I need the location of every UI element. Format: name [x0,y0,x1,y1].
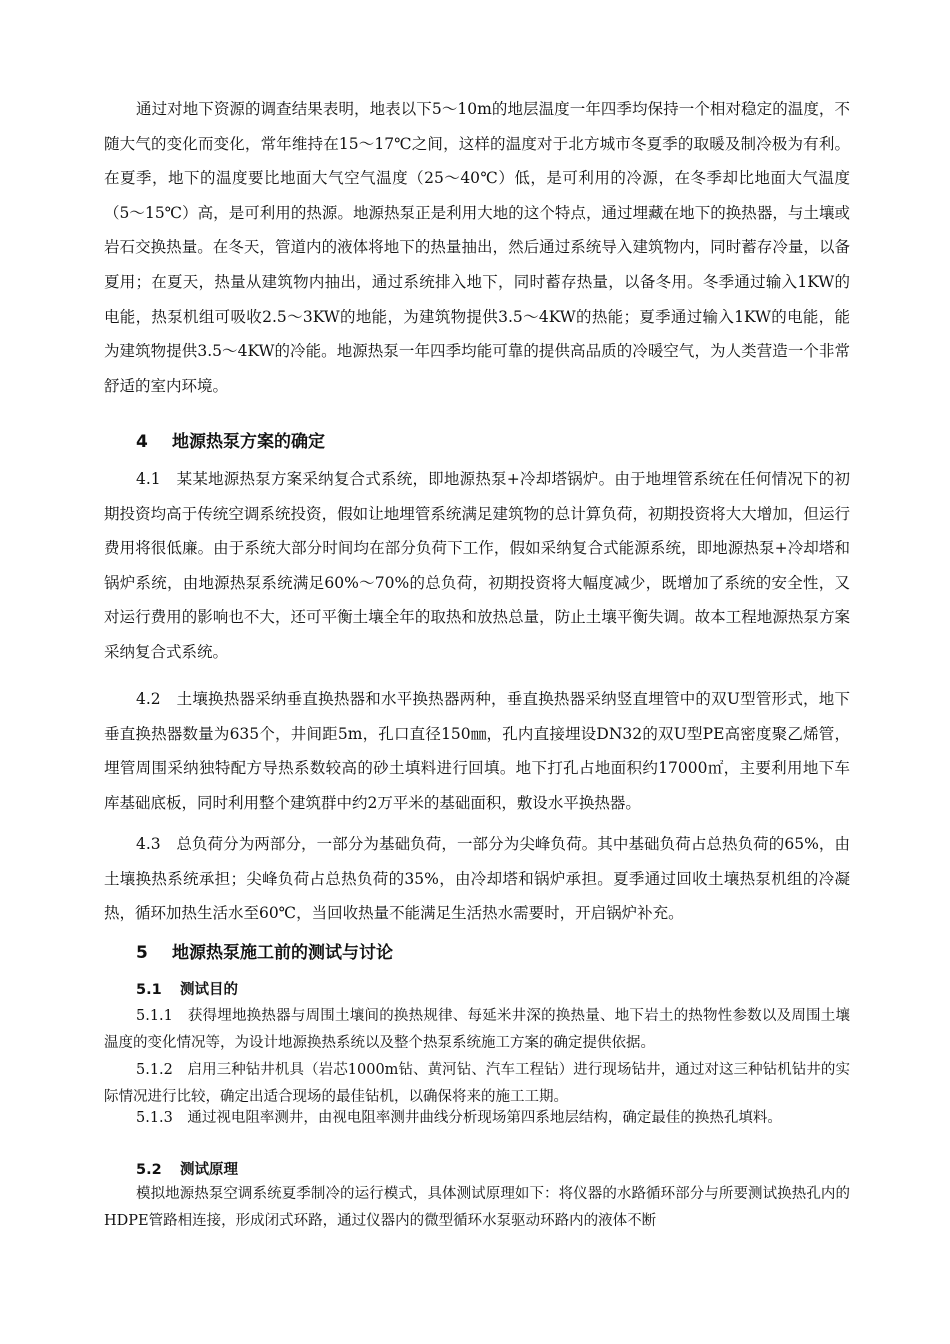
section-heading-4 [136,427,325,452]
section-number: 4 [136,432,148,452]
paragraph-5-1-3: 5.1.3 通过视电阻率测井，由视电阻率测井曲线分析现场第四系地层结构，确定最佳的换热孔填料。 [136,1110,782,1126]
subsection-heading-5-2 [136,1158,238,1179]
subsection-number: 5.1 [136,982,162,998]
paragraph-geothermal-intro: 通过对地下资源的调查结果表明，地表以下5～10m的地层温度一年四季均保持一个相对稳定的温度，不随大气的变化而变化，常年维持在15～17℃之间，这样的温度对于北方城市冬夏季的取暖及制冷极为有利。在夏季，地下的温度要比地面大气空气温度（25～40℃）低，是可利用的冷源，在冬季却比地面大气温度（5～15℃）高，是可利用的热源。地源热泵正是利用大地的这个特点，通过埋藏在地下的换热器，与土壤或岩石交换热量。在冬天，管道内的液体将地下的热量抽出，然后通过系统导入建筑物内，同时蓄存冷量，以备夏用；在夏天，热量从建筑物内抽出，通过系统排入地下，同时蓄存热量，以备冬用。冬季通过输入1KW的电能，热泵机组可吸收2.5～3KW的地能，为建筑物提供3.5～4KW的热能；夏季通过输入1KW的电能，能为建筑物提供3.5～4KW的冷能。地源热泵一年四季均能可靠的提供高品质的冷暖空气，为人类营造一个非常舒适的室内环境。 [104,100,850,395]
section-title: 地源热泵方案的确定 [172,432,325,452]
subsection-number: 5.2 [136,1162,162,1178]
subsection-title: 测试目的 [180,982,238,998]
paragraph-5-2: 模拟地源热泵空调系统夏季制冷的运行模式，具体测试原理如下：将仪器的水路循环部分与所要测试换热孔内的HDPE管路相连接，形成闭式环路，通过仪器内的微型循环水泵驱动环路内的液体不断 [104,1186,850,1229]
subsection-title: 测试原理 [180,1162,238,1178]
paragraph-5-1-1: 5.1.1 获得埋地换热器与周围土壤间的换热规律、每延米井深的换热量、地下岩土的热物性参数以及周围土壤温度的变化情况等，为设计地源换热系统以及整个热泵系统施工方案的确定提供依据。 [104,1008,850,1051]
paragraph-4-1: 4.1 某某地源热泵方案采纳复合式系统，即地源热泵+冷却塔锅炉。由于地埋管系统在任何情况下的初期投资均高于传统空调系统投资，假如让地埋管系统满足建筑物的总计算负荷，初期投资将大大增加，但运行费用将很低廉。由于系统大部分时间均在部分负荷下工作，假如采纳复合式能源系统，即地源热泵+冷却塔和锅炉系统，由地源热泵系统满足60%～70%的总负荷，初期投资将大幅度减少，既增加了系统的安全性，又对运行费用的影响也不大，还可平衡土壤全年的取热和放热总量，防止土壤平衡失调。故本工程地源热泵方案采纳复合式系统。 [104,470,850,661]
paragraph-4-3: 4.3 总负荷分为两部分，一部分为基础负荷，一部分为尖峰负荷。其中基础负荷占总热负荷的65%，由土壤换热系统承担；尖峰负荷占总热负荷的35%，由冷却塔和锅炉承担。夏季通过回收土壤热泵机组的冷凝热，循环加热生活水至60℃，当回收热量不能满足生活热水需要时，开启锅炉补充。 [104,835,850,923]
subsection-heading-5-1 [136,978,238,999]
section-heading-5 [136,938,393,963]
section-number: 5 [136,943,148,963]
paragraph-4-2: 4.2 土壤换热器采纳垂直换热器和水平换热器两种，垂直换热器采纳竖直埋管中的双U型管形式，地下垂直换热器数量为635个，井间距5m，孔口直径150㎜，孔内直接埋设DN32的双U型PE高密度聚乙烯管，埋管周围采纳独特配方导热系数较高的砂土填料进行回填。地下打孔占地面积约17000㎡，主要利用地下车库基础底板，同时利用整个建筑群中约2万平米的基础面积，敷设水平换热器。 [104,690,850,812]
paragraph-5-1-2: 5.1.2 启用三种钻井机具（岩芯1000m钻、黄河钻、汽车工程钻）进行现场钻井，通过对这三种钻机钻井的实际情况进行比较，确定出适合现场的最佳钻机，以确保将来的施工工期。 [104,1062,850,1105]
section-title: 地源热泵施工前的测试与讨论 [172,943,393,963]
